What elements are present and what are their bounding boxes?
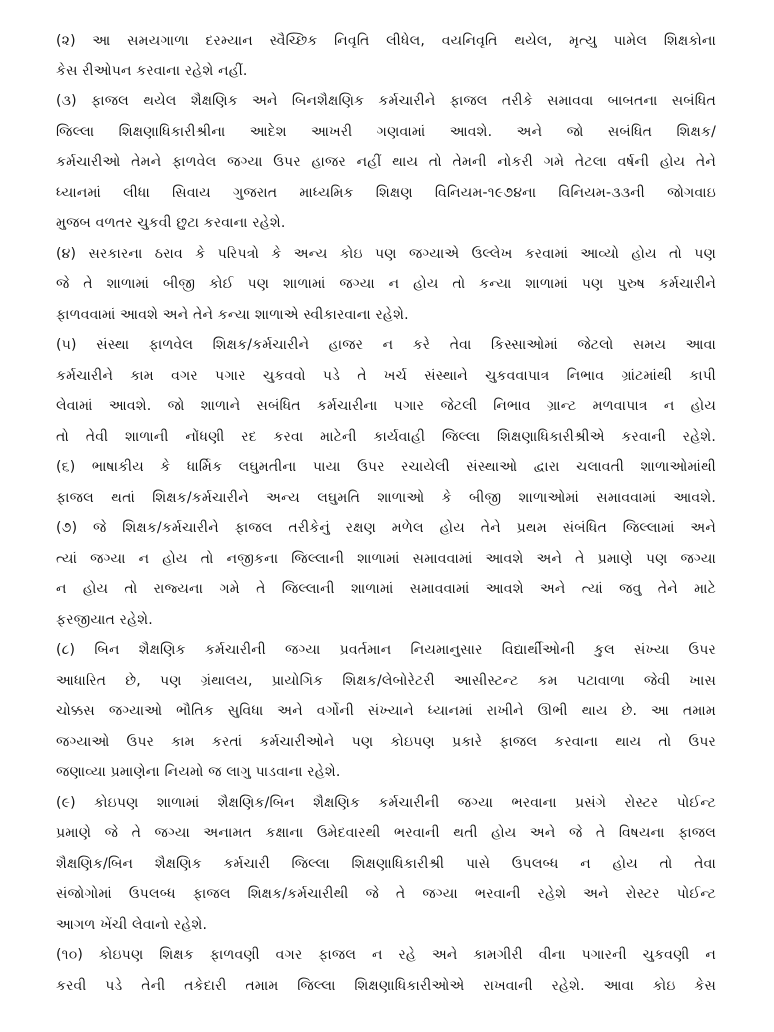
text-line-2: કેસ રીઓપન કરવાના રહેશે નહીં. [56,63,248,79]
text-line-15: (૬) ભાષાકીય કે ધાર્મિક લઘુમતીના પાયા ઉપર રચાયેલી સંસ્થાઓ દ્વારા ચલાવતી શાળાઓમાંથી [56,459,716,475]
text-line-21: (૮) બિન શૈક્ષણિક કર્મચારીની જગ્યા પ્રવર્તમાન નિયમાનુસાર વિદ્યાર્થીઓની કુલ સંખ્યા ઉપર [56,642,716,658]
text-line-27: પ્રમાણે જે તે જગ્યા અનામત કક્ષાના ઉમેદવારથી ભરવાની થતી હોય અને જે તે વિષયના ફાજલ [56,825,716,841]
text-line-4: જિલ્લા શિક્ષણાધિકારીશ્રીના આદેશ આખરી ગણવામાં આવશે. અને જો સબંધિત શિક્ષક/ [56,124,716,140]
text-line-18: ત્યાં જગ્યા ન હોય તો નજીકના જિલ્લાની શાળામાં સમાવવામાં આવશે અને તે પ્રમાણે પણ જગ્યા [56,551,716,567]
text-line-6: ધ્યાનમાં લીધા સિવાય ગુજરાત માધ્યમિક શિક્ષણ વિનિયમ-૧૯૭૪ના વિનિયમ-૩૩ની જોગવાઇ [56,185,716,201]
text-line-12: કર્મચારીને કામ વગર પગાર ચુકવવો પડે તે ખર્ચ સંસ્થાને ચુકવવાપાત્ર નિભાવ ગ્રાંટમાંથી કાપી [56,368,716,384]
text-line-23: ચોક્કસ જગ્યાઓ ભૌતિક સુવિધા અને વર્ગોની સંખ્યાને ધ્યાનમાં રાખીને ઊભી થાય છે. આ તમામ [56,703,716,719]
text-line-25: જણાવ્યા પ્રમાણેના નિયમો જ લાગુ પાડવાના રહેશે. [56,764,341,780]
text-line-26: (૯) કોઇપણ શાળામાં શૈક્ષણિક/બિન શૈક્ષણિક કર્મચારીની જગ્યા ભરવાના પ્રસંગે રોસ્ટર પોઈન્ટ [56,795,716,811]
text-line-7: મુજબ વળતર ચુકવી છુટા કરવાના રહેશે. [56,215,286,231]
text-line-10: ફાળવવામાં આવશે અને તેને કન્યા શાળાએ સ્વીકારવાના રહેશે. [56,307,409,323]
text-line-13: લેવામાં આવશે. જો શાળાને સબંધિત કર્મચારીના પગાર જેટલી નિભાવ ગ્રાન્ટ મળવાપાત્ર ન હોય [56,398,716,414]
text-line-8: (૪) સરકારના ઠરાવ કે પરિપત્રો કે અન્ય કોઇ પણ જગ્યાએ ઉલ્લેખ કરવામાં આવ્યો હોય તો પણ [56,246,716,262]
text-line-14: તો તેવી શાળાની નોંધણી રદ કરવા માટેની કાર્યવાહી જિલ્લા શિક્ષણાધિકારીશ્રીએ કરવાની રહેશે. [56,429,716,445]
text-line-1: (૨) આ સમયગાળા દરમ્યાન સ્વૈચ્છિક નિવૃતિ લીધેલ, વયનિવૃતિ થયેલ, મૃત્યુ પામેલ શિક્ષકોના [56,33,716,49]
text-line-32: કરવી પડે તેની તકેદારી તમામ જિલ્લા શિક્ષણાધિકારીઓએ રાખવાની રહેશે. આવા કોઇ કેસ [56,978,716,994]
text-line-17: (૭) જે શિક્ષક/કર્મચારીને ફાજલ તરીકેનું રક્ષણ મળેલ હોય તેને પ્રથમ સંબંધિત જિલ્લામાં અને [56,520,716,536]
text-line-20: ફરજીયાત રહેશે. [56,612,153,628]
text-line-22: આધારિત છે, પણ ગ્રંથાલય, પ્રાયોગિક શિક્ષક/લેબોરેટરી આસીસ્ટન્ટ કમ પટાવાળા જેવી ખાસ [56,673,716,689]
text-line-16: ફાજલ થતાં શિક્ષક/કર્મચારીને અન્ય લઘુમતિ શાળાઓ કે બીજી શાળાઓમાં સમાવવામાં આવશે. [56,490,716,506]
text-line-28: શૈક્ષણિક/બિન શૈક્ષણિક કર્મચારી જિલ્લા શિક્ષણાધિકારીશ્રી પાસે ઉપલબ્ધ ન હોય તો તેવા [56,856,716,872]
text-line-29: સંજોગોમાં ઉપલબ્ધ ફાજલ શિક્ષક/કર્મચારીથી જે તે જગ્યા ભરવાની રહેશે અને રોસ્ટર પોઈન્ટ [56,886,716,902]
text-line-9: જે તે શાળામાં બીજી કોઈ પણ શાળામાં જગ્યા ન હોય તો કન્યા શાળામાં પણ પુરુષ કર્મચારીને [56,276,716,292]
text-line-30: આગળ ખેંચી લેવાનો રહેશે. [56,917,208,933]
text-line-19: ન હોય તો રાજ્યના ગમે તે જિલ્લાની શાળામાં સમાવવામાં આવશે અને ત્યાં જવુ તેને માટે [56,581,716,597]
text-line-5: કર્મચારીઓ તેમને ફાળવેલ જગ્યા ઉપર હાજર નહીં થાય તો તેમની નોકરી ગમે તેટલા વર્ષની હોય તેને [56,154,716,170]
text-line-3: (૩) ફાજલ થયેલ શૈક્ષણિક અને બિનશૈક્ષણિક કર્મચારીને ફાજલ તરીકે સમાવવા બાબતના સબંધિત [56,93,716,109]
text-line-24: જગ્યાઓ ઉપર કામ કરતાં કર્મચારીઓને પણ કોઇપણ પ્રકારે ફાજલ કરવાના થાય તો ઉપર [56,734,716,750]
text-line-11: (૫) સંસ્થા ફાળવેલ શિક્ષક/કર્મચારીને હાજર ન કરે તેવા કિસ્સાઓમાં જેટલો સમય આવા [56,337,716,353]
text-line-31: (૧૦) કોઇપણ શિક્ષક ફાળવણી વગર ફાજલ ન રહે અને કામગીરી વીના પગારની ચુકવણી ન [56,947,716,963]
